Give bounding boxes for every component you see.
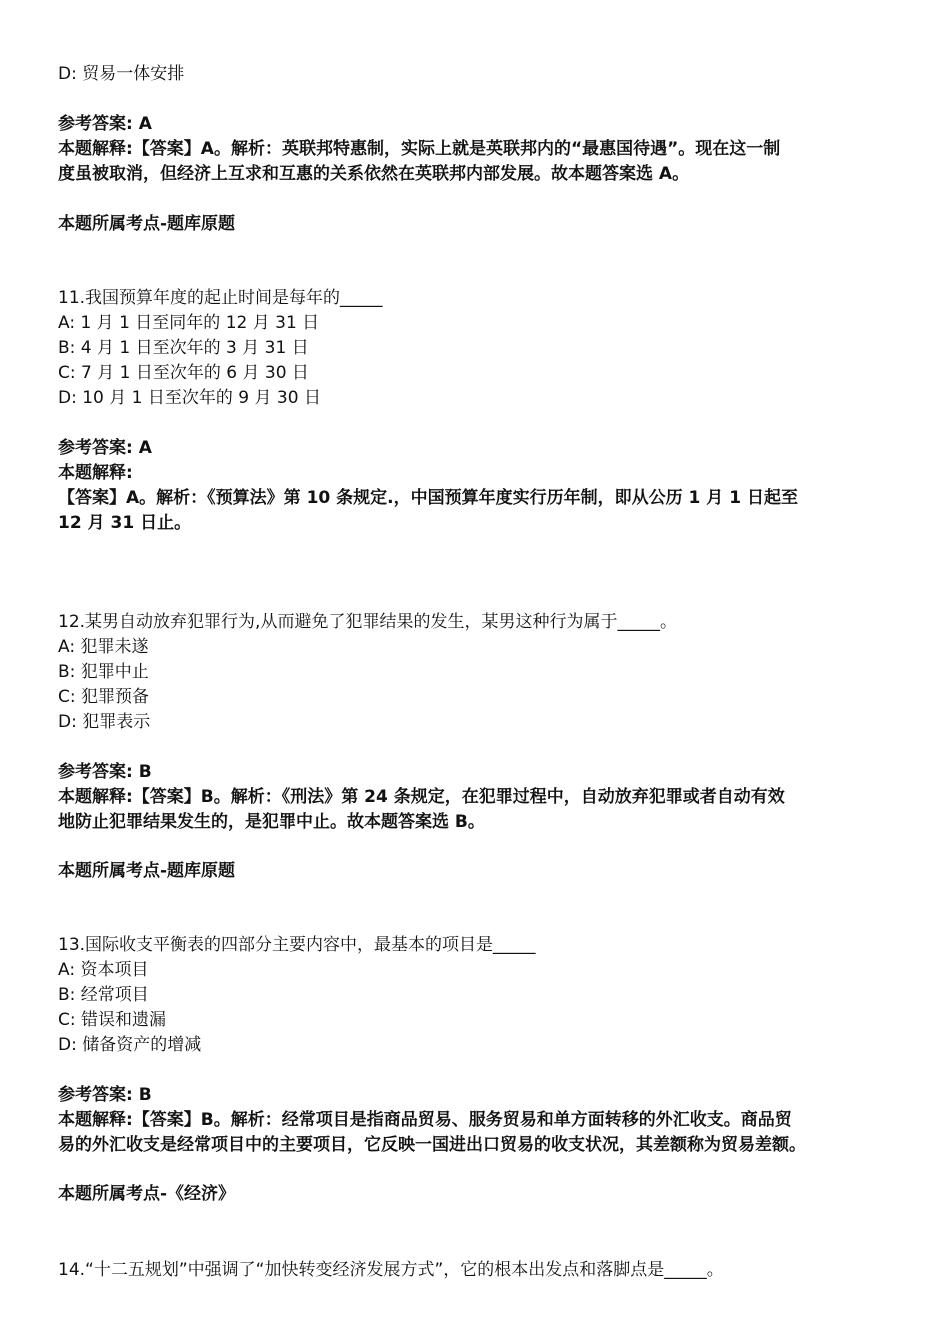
q10-topic: 本题所属考点-题库原题 — [58, 214, 236, 234]
q12-option-d: D: 犯罪表示 — [58, 712, 151, 732]
q12-explanation-line-1: 本题解释:【答案】B。解析：《刑法》第 24 条规定，在犯罪过程中，自动放弃犯罪或者自动有效 — [58, 787, 785, 807]
q11-option-a: A: 1 月 1 日至同年的 12 月 31 日 — [58, 313, 320, 333]
q11-explanation-line-1: 【答案】A。解析：《预算法》第 10 条规定.，中国预算年度实行历年制，即从公历 1 月 1 日起至 — [58, 488, 798, 508]
q11-question: 11.我国预算年度的起止时间是每年的_____ — [58, 288, 383, 308]
q13-answer: 参考答案: B — [58, 1085, 152, 1105]
q12-option-c: C: 犯罪预备 — [58, 687, 150, 707]
q12-option-b: B: 犯罪中止 — [58, 662, 149, 682]
q14-block — [58, 1258, 898, 1283]
q11-answer-section — [58, 436, 898, 536]
q11-option-b: B: 4 月 1 日至次年的 3 月 31 日 — [58, 338, 309, 358]
q12-answer: 参考答案: B — [58, 762, 152, 782]
q13-option-c: C: 错误和遗漏 — [58, 1010, 167, 1030]
q12-option-a: A: 犯罪未遂 — [58, 637, 149, 657]
q12-block — [58, 610, 898, 735]
q13-explanation-line-2: 易的外汇收支是经常项目中的主要项目，它反映一国进出口贸易的收支状况，其差额称为贸易差额。 — [58, 1135, 806, 1155]
q13-option-d: D: 储备资产的增减 — [58, 1035, 202, 1055]
q13-topic: 本题所属考点-《经济》 — [58, 1184, 236, 1204]
q11-answer: 参考答案: A — [58, 438, 152, 458]
q13-question: 13.国际收支平衡表的四部分主要内容中，最基本的项目是_____ — [58, 935, 536, 955]
q13-block — [58, 933, 898, 1058]
q13-option-a: A: 资本项目 — [58, 960, 149, 980]
q11-explanation-label: 本题解释: — [58, 463, 133, 483]
q13-option-b: B: 经常项目 — [58, 985, 149, 1005]
q12-topic: 本题所属考点-题库原题 — [58, 861, 236, 881]
q12-answer-section — [58, 760, 898, 835]
q11-block — [58, 286, 898, 411]
q11-option-d: D: 10 月 1 日至次年的 9 月 30 日 — [58, 388, 321, 408]
q10-explanation-line-1: 本题解释:【答案】A。解析：英联邦特惠制，实际上就是英联邦内的“最惠国待遇”。现在这一制 — [58, 139, 781, 159]
q12-question: 12.某男自动放弃犯罪行为,从而避免了犯罪结果的发生，某男这种行为属于_____。 — [58, 612, 677, 632]
q10-option-d: D: 贸易一体安排 — [58, 64, 185, 84]
q12-explanation-line-2: 地防止犯罪结果发生的，是犯罪中止。故本题答案选 B。 — [58, 812, 485, 832]
q13-explanation-line-1: 本题解释:【答案】B。解析：经常项目是指商品贸易、服务贸易和单方面转移的外汇收支。商品贸 — [58, 1110, 792, 1130]
q10-explanation-line-2: 度虽被取消，但经济上互求和互惠的关系依然在英联邦内部发展。故本题答案选 A。 — [58, 164, 690, 184]
q11-option-c: C: 7 月 1 日至次年的 6 月 30 日 — [58, 363, 309, 383]
q14-question: 14.“十二五规划”中强调了“加快转变经济发展方式”，它的根本出发点和落脚点是_____。 — [58, 1260, 724, 1280]
q10-answer: 参考答案: A — [58, 114, 152, 134]
q10-answer-section — [58, 112, 898, 187]
q13-answer-section — [58, 1083, 898, 1158]
q11-explanation-line-2: 12 月 31 日止。 — [58, 513, 192, 533]
